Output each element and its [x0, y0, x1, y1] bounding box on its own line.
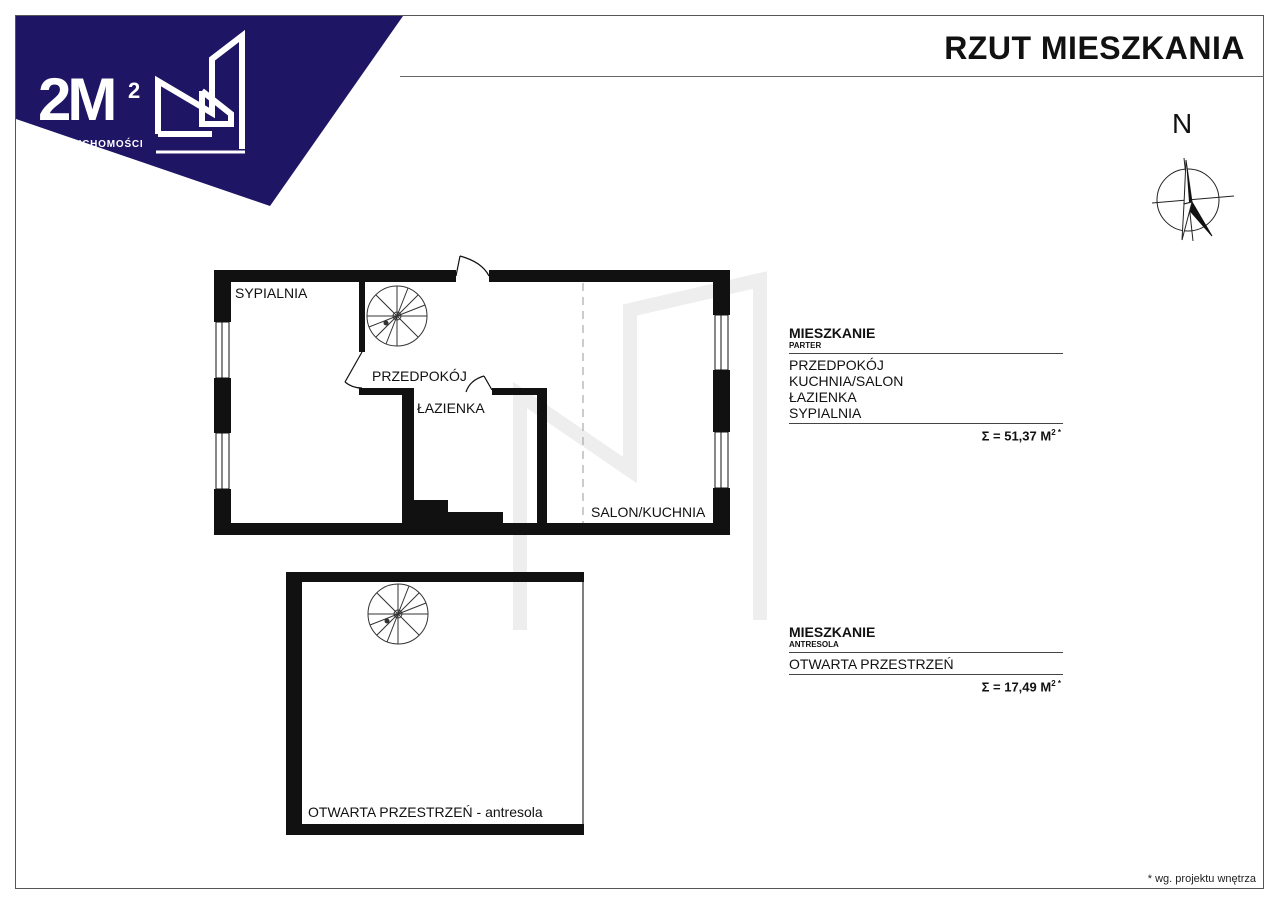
- page-title: RZUT MIESZKANIA: [944, 30, 1245, 66]
- room-label-sypialnia: SYPIALNIA: [235, 285, 308, 301]
- spiral-stairs-parter: [367, 286, 427, 346]
- list-item: PRZEDPOKÓJ: [789, 357, 884, 373]
- total-value: Σ = 17,49 M: [981, 679, 1052, 695]
- room-label-lazienka: ŁAZIENKA: [417, 400, 485, 416]
- footnote: * wg. projektu wnętrza: [1147, 873, 1256, 885]
- compass-north-label: N: [1172, 108, 1193, 139]
- summary-antresola: [789, 624, 1063, 694]
- bedroom-door: [345, 352, 362, 388]
- summary-parter-level: PARTER: [789, 341, 822, 350]
- logo-superscript: 2: [128, 78, 141, 103]
- summary-parter-list: [789, 354, 1063, 423]
- logo-subtitle: NIERUCHOMOŚCI: [47, 139, 144, 150]
- summary-parter: [789, 325, 1063, 443]
- room-label-przedpokoj: PRZEDPOKÓJ: [372, 368, 467, 384]
- list-item: ŁAZIENKA: [789, 389, 857, 405]
- summary-parter-heading: MIESZKANIE: [789, 325, 876, 341]
- summary-antresola-heading: MIESZKANIE: [789, 624, 876, 640]
- summary-antresola-level: ANTRESOLA: [789, 640, 839, 649]
- list-item: OTWARTA PRZESTRZEŃ: [789, 656, 954, 672]
- total-value: Σ = 51,37 M: [981, 428, 1052, 444]
- room-label-antresola: OTWARTA PRZESTRZEŃ - antresola: [308, 804, 543, 820]
- room-label-salon-kuchnia: SALON/KUCHNIA: [591, 504, 706, 520]
- summary-antresola-total: [789, 675, 1063, 694]
- summary-antresola-list: [789, 653, 1063, 674]
- entrance-door: [456, 256, 489, 276]
- list-item: SYPIALNIA: [789, 405, 862, 421]
- logo-mark: 2M: [38, 66, 114, 133]
- total-unit-sup: 2 *: [1051, 428, 1061, 437]
- summary-parter-total: [789, 424, 1063, 443]
- total-unit-sup: 2 *: [1051, 679, 1061, 688]
- list-item: KUCHNIA/SALON: [789, 373, 904, 389]
- spiral-stairs-antresola: [368, 584, 428, 644]
- bathroom-door: [466, 376, 492, 392]
- antresola-walls: [286, 572, 584, 835]
